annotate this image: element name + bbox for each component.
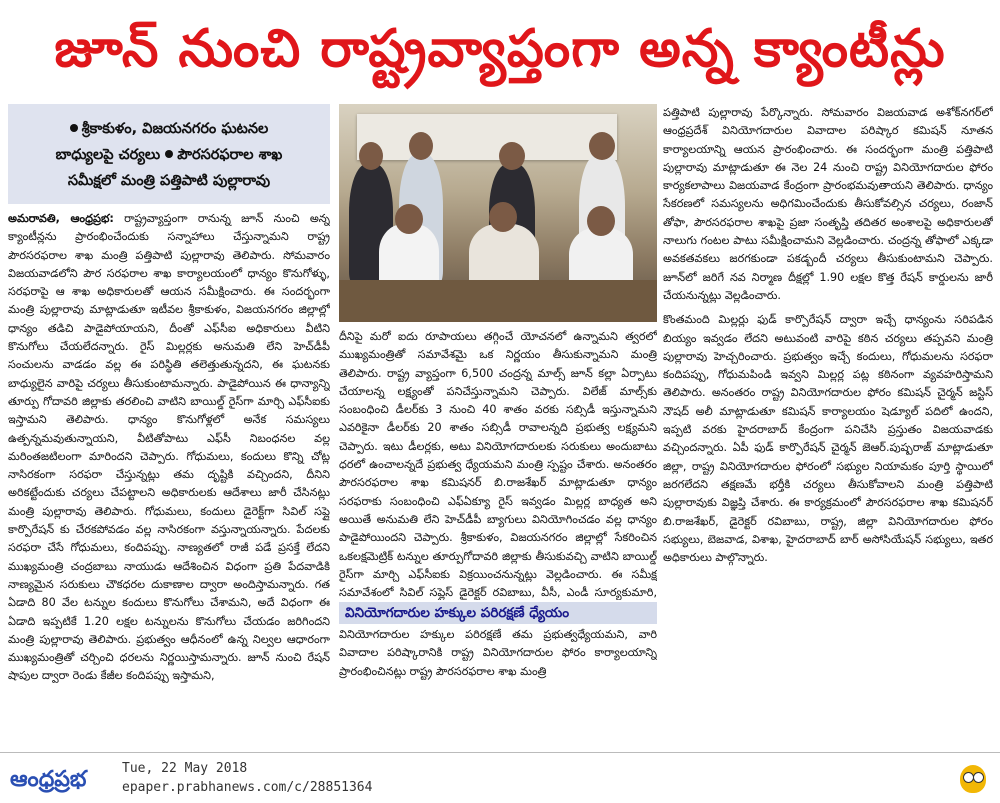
article-text-1: రాష్ట్రవ్యాప్తంగా రానున్న జూన్ నుంచి అన్న క్యాంటీన్లను ప్రారంభించేందుకు సన్నాహాలు చేస్తున్నామని రాష్ట్ర పౌరసరఫరాల శాఖ మంత్రి పత్తిపాటి పుల్లారావు తెలిపారు. సోమవారం విజయవాడలోని పౌర సరఫరాల శాఖ కార్యాలయంలో ధాన్యం కొనుగోళ్ళు, సరఫరాపై ఆ శాఖ అధికారులతో ఆయన సమీక్షించారు. ఈ సందర్భంగా మంత్రి పుల్లారావు మాట్లాడుతూ ఇటీవల శ్రీకాకుళం, విజయనగరం జిల్లాల్లో ధాన్యం తడిచి పాడైపోయాయని, దీంతో ఎఫ్‌సీఐ అధికారులు వీటిని కొనుగోలు చేయలేదన్నారు. రైస్ మిల్లర్లకు అనుమతి లేని హెచ్‌డీపీ సంచులను వాడడం వల్ల ఈ పరిస్థితి తలెత్తుతున్నదని, ఈ ఘటనకు బాధ్యులైన వారిపై చర్యలు తీసుకుంటామన్నారు. పాడైపోయిన ఈ ధాన్యాన్ని తూర్పు గోదావరి జిల్లాకు తరలించి వాటిని బాయిల్డ్ రైస్‌గా మార్చి ఎఫ్‌సీఐకు ఇస్తామని తెలిపారు. ధాన్యం కొనుగోళ్లలో అనేక సమస్యలు ఉత్పన్నమవుతున్నాయని, వీటితోపాటు ఎఫ్‌సీ నిబంధనల వల్ల మరింతజటిలంగా మారిందని చెప్పారు. గోధుమలు, కందులు కొన్ని చోట్ల నాసిరకంగా సరఫరా చేస్తున్నట్లు తమ దృష్టికి వచ్చిందని, దీనిని అరికట్టేందుకు చర్యలు చేపట్టాలని అధికారులకు ఆదేశాలు జారీ చేసినట్లు మంత్రి పుల్లారావు తెలిపారు. గోధుమలు, కందులు డైరెక్ట్‌గా సివిల్ సప్లై కార్పొరేషన్ కు చేరకపోవడం వల్ల నాసిరకంగా వస్తున్నాయన్నారు. పేదలకు సరఫరా చేసే గోధుమలు, కందిపప్పు. నాణ్యతలో రాజీ పడే ప్రసక్తే లేదని ముఖ్యమంత్రి చంద్రబాబు నాయుడు ఆదేశించిన విధంగా ప్రతి పేదవాడికి నాణ్యమైన సరుకులు చౌకధరల దుకాణాల ద్వారా అందిస్తామన్నారు. గత ఏడాది 80 వేల టన్నుల కందులు కొనుగోలు చేశామని, అదే విధంగా ఈ ఏడాది ఇప్పటికే 1.20 లక్షల టన్నులను కొనుగోలు చేయడం జరిగిందని మంత్రి పుల్లారావు తెలిపారు. ప్రభుత్వం ఆధీనంలో ఉన్న నిల్వల ఆధారంగా ముఖ్యమంత్రితో చర్చించి ధరలను నిర్ణయిస్తామన్నారు. జూన్ నుంచి రేషన్ షాపుల ద్వారా రెండు కేజీల కందిపప్పు ఇస్తామని,: [8, 212, 330, 683]
subheading: వినియోగదారుల హక్కుల పరిరక్షణే ధ్యేయం: [339, 602, 657, 624]
photo-table: [339, 280, 657, 322]
bullet-icon: [70, 124, 78, 132]
article-text-4: వినియోగదారుల హక్కుల పరిరక్షణే తమ ప్రభుత్వధ్యేయమని, వారి వివాదాల పరిష్కారానికి రాష్ట్ర వినియోగదారుల ఫోరం కార్యాలయాన్ని ప్రారంభించినట్లు రాష్ట్ర పౌరసరఫరాల శాఖ మంత్రి: [339, 628, 657, 678]
edition-date: Tue, 22 May 2018: [122, 761, 248, 776]
photo-head: [489, 202, 517, 232]
owl-eye-icon: [973, 772, 984, 783]
summary-line-2: బాధ్యులపై చర్యలు: [55, 147, 161, 163]
photo-head: [499, 142, 525, 170]
owl-icon: [960, 765, 986, 793]
news-photo: [339, 104, 657, 322]
summary-line-3: సమీక్షలో మంత్రి పత్తిపాటి పుల్లారావు: [67, 173, 271, 189]
photo-head: [587, 206, 615, 236]
article-column-4: [339, 626, 657, 750]
article-text-2: దీనిపై మరో ఐదు రూపాయలు తగ్గించే యోచనలో ఉన్నామని త్వరలో ముఖ్యమంత్రితో సమావేశమై ఒక నిర్ణయం తీసుకున్నామని మంత్రి తెలిపారు. రాష్ట్ర వ్యాప్తంగా 6,500 చంద్రన్న మాల్స్ జూన్ కల్లా ఏర్పాటు చేయాలన్న లక్ష్యంతో పనిచేస్తున్నామని చెప్పారు. విలేజ్ మాల్స్‌కు సంబంధించి డీలర్‌కు 3 నుంచి 40 శాతం వరకు సబ్సిడీ ఇస్తున్నామని ఎవరికైనా డీలర్‌కు 20 శాతం సబ్సిడీ రావాలన్నది ప్రభుత్వ లక్ష్యమని చెప్పారు. ఇటు డీలర్లకు, అటు వినియోగదారులకు సరుకులు అందుబాటు ధరలో ఉంచాలన్నదే ప్రభుత్వ ధ్యేయమని మంత్రి స్పష్టం చేశారు. అనంతరం పౌరసరఫరాల శాఖ కమిషనర్ బి.రాజశేఖర్ మాట్లాడుతూ ధాన్యం సరఫరాకు సంబంధించి ఎఫ్‌ఏక్యూ రైస్ ఇవ్వడం మిల్లర్ల బాధ్యత అని అయితే అనుమతి లేని హెచ్‌డీపీ బ్యాగులు వినియోగించడం వల్ల ధాన్యం పాడైపోయిందని చెప్పారు. శ్రీకాకుళం, విజయనగరం జిల్లాల్లో సేకరించిన ఒకలక్షమెట్రిక్ టన్నుల తూర్పుగోదావరి జిల్లాకు తీసుకువచ్చి వాటిని బాయిల్డ్ రైస్‌గా మార్చి ఎఫ్‌సీఐకు విక్రయించనున్నట్లు వెల్లడించారు. ఈ సమీక్ష సమావేశంలో సివిల్ సప్లైస్ డైరెక్టర్ రవిబాబు, వీసీ, ఎండీ సూర్యకుమారి,: [339, 330, 657, 600]
edition-url[interactable]: epaper.prabhanews.com/c/28851364: [122, 780, 373, 795]
photo-head: [589, 132, 615, 160]
newspaper-logo[interactable]: ఆంధ్రప్రభ: [10, 767, 87, 792]
summary-box: [8, 104, 330, 204]
article-text-3b: కొంతమంది మిల్లర్లు ఫుడ్ కార్పొరేషన్ ద్వారా ఇచ్చే ధాన్యంను సరిపడిన బియ్యం ఇవ్వడం లేదని అటువంటి వారిపై కఠిన చర్యలు తప్పవని మంత్రి పుల్లారావు హెచ్చరించారు. ప్రభుత్వం ఇచ్చే కందులు, గోధుమలను సరఫరా కందిపప్పు, గోధుమపిండి ఇవ్వని మిల్లర్ల పట్ల కఠినంగా వ్యవహరిస్తామని తెలిపారు. అనంతరం రాష్ట్ర వినియోగదారుల ఫోరం కమిషన్ చైర్మన్ జస్టిస్ నౌషద్ అలీ మాట్లాడుతూ కమిషన్ కార్యాలయం షెడ్యూల్ పదిలో ఉందని, ఇప్పటి వరకు హైదరాబాద్ కేంద్రంగా పనిచేసి ప్రస్తుతం విజయవాడకు వచ్చిందన్నారు. ఏపీ ఫుడ్ కార్పొరేషన్ చైర్మన్ జెఆర్.పుష్పరాజ్ మాట్లాడుతూ జిల్లా, రాష్ట్ర వినియోగదారుల ఫోరంలో సభ్యుల నియామకం పూర్తి స్థాయిలో జరగలేదని తక్షణమే భర్తీకి చర్యలు తీసుకోవాలని మంత్రి పత్తిపాటి పుల్లారావుకు విజ్ఞప్తి చేశారు. ఈ కార్యక్రమంలో పౌరసరఫరాల శాఖ కమిషనర్ బి.రాజశేఖర్, డైరెక్టర్ రవిబాబు, రాష్ట్ర, జిల్లా వినియోగదారుల ఫోరం సభ్యులు, బెజవాడ, విశాఖ, హైదరాబాద్ బార్ అసోసియేషన్ సభ్యులు, ఇతర అధికారులు పాల్గొన్నారు.: [663, 313, 993, 565]
article-column-1: [8, 210, 330, 750]
dateline: అమరావతి, ఆంధ్రప్రభ:: [8, 212, 114, 225]
photo-head: [359, 142, 383, 170]
edition-info: [122, 759, 372, 797]
photo-banner: [357, 114, 617, 160]
summary-line-2b: పౌరసరఫరాల శాఖ: [177, 147, 283, 163]
article-column-3: [663, 104, 993, 750]
bullet-icon: [165, 150, 173, 158]
photo-head: [409, 132, 433, 160]
footer: [0, 752, 1000, 803]
photo-head: [395, 204, 423, 234]
summary-line-1: శ్రీకాకుళం, విజయనగరం ఘటనల: [81, 121, 269, 137]
article-text-3a: పత్తిపాటి పుల్లారావు పేర్కొన్నారు. సోమవారం విజయవాడ అశోక్‌నగర్‌లో ఆంధ్రప్రదేశ్ వినియోగదారుల వివాదాల పరిష్కార కమిషన్ నూతన కార్యాలయాన్ని ఆయన ప్రారంభించారు. ఈ సందర్భంగా మంత్రి పత్తిపాటి పుల్లారావు మాట్లాడుతూ ఈ నెల 24 నుంచి రాష్ట్ర వినియోగదారుల ఫోరం కార్యకలాపాలు విజయవాడ కేంద్రంగా ప్రారంభమవుతాయని తెలిపారు. ధాన్యం సేకరణలో సమస్యలను అధిగమించేందుకు తీసుకోవల్సిన చర్యలు, రంజాన్ తోఫా, పౌరసరఫరాల శాఖపై ప్రజా సంతృప్తి తదితర అంశాలపై అధికారులతో నాలుగు గంటల పాటు సమీక్షించామని వెల్లడించారు. చంద్రన్న తోఫాలో ఎక్కడా అవకతవకలు జరగకుండా పకడ్బందీ చర్యలు తీసుకుంటామని చెప్పారు. జూన్‌లో జరిగే నవ నిర్మాణ దీక్షల్లో 1.90 లక్షల కొత్త రేషన్ కార్డులను జారీ చేయనున్నట్లు వెల్లడించారు.: [663, 106, 993, 302]
headline: జూన్ నుంచి రాష్ట్రవ్యాప్తంగా అన్న క్యాంటీన్లు: [54, 19, 946, 79]
article-column-2: [339, 328, 657, 600]
